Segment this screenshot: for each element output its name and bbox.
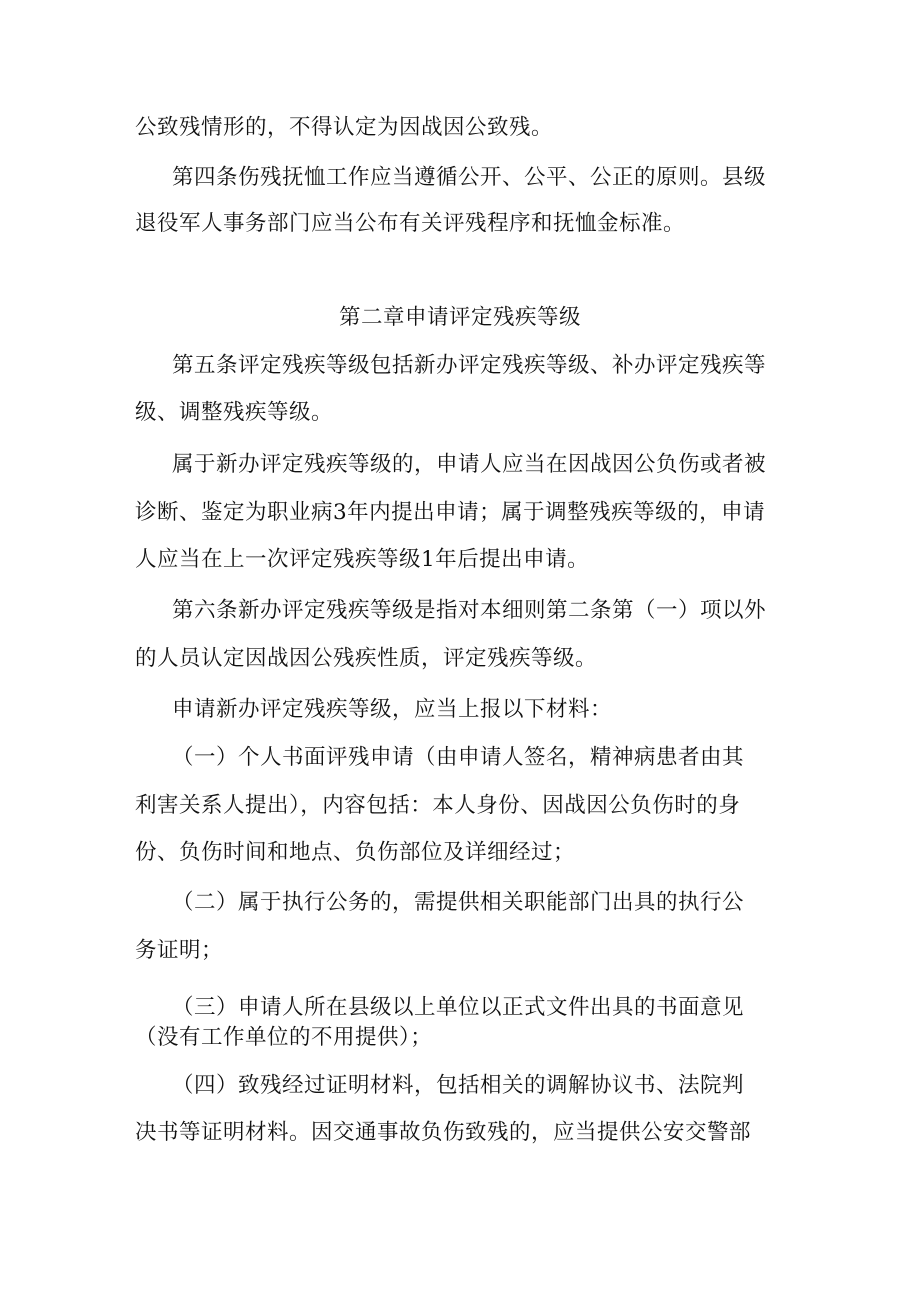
item-2-line-2: 务证明； — [135, 938, 224, 963]
article-5-para-2-line-3: 人应当在上一次评定残疾等级1年后提出申请。 — [135, 547, 590, 572]
item-4-line-2: 决书等证明材料。因交通事故负伤致残的，应当提供公安交警部 — [135, 1120, 752, 1145]
item-3-line-1: （三）申请人所在县级以上单位以正式文件出具的书面意见 — [172, 995, 745, 1020]
article-4-line-2: 退役军人事务部门应当公布有关评残程序和抚恤金标准。 — [135, 211, 686, 236]
article-4-line-1: 第四条伤残抚恤工作应当遵循公开、公平、公正的原则。县级 — [172, 165, 767, 190]
materials-intro-line: 申请新办评定残疾等级，应当上报以下材料： — [172, 697, 613, 722]
article-5-line-2: 级、调整残疾等级。 — [135, 400, 334, 425]
article-5-para-2-line-1: 属于新办评定残疾等级的，申请人应当在因战因公负伤或者被 — [172, 452, 767, 477]
paragraph-fragment-line: 公致残情形的，不得认定为因战因公致残。 — [135, 115, 554, 140]
article-5-para-2-line-2: 诊断、鉴定为职业病3年内提出申请；属于调整残疾等级的，申请 — [135, 500, 766, 525]
chapter-2-heading: 第二章申请评定残疾等级 — [338, 305, 581, 330]
item-4-line-1: （四）致残经过证明材料，包括相关的调解协议书、法院判 — [172, 1073, 745, 1098]
item-3-line-2: （没有工作单位的不用提供）； — [135, 1025, 433, 1050]
item-1-line-2: 利害关系人提出），内容包括：本人身份、因战因公负伤时的身 — [135, 793, 741, 818]
article-5-line-1: 第五条评定残疾等级包括新办评定残疾等级、补办评定残疾等 — [172, 353, 767, 378]
item-2-line-1: （二）属于执行公务的，需提供相关职能部门出具的执行公 — [172, 890, 745, 915]
item-1-line-1: （一）个人书面评残申请（由申请人签名，精神病患者由其 — [172, 745, 745, 770]
article-6-line-1: 第六条新办评定残疾等级是指对本细则第二条第（一）项以外 — [172, 598, 767, 623]
item-1-line-3: 份、负伤时间和地点、负伤部位及详细经过； — [135, 840, 576, 865]
article-6-line-2: 的人员认定因战因公残疾性质，评定残疾等级。 — [135, 646, 598, 671]
